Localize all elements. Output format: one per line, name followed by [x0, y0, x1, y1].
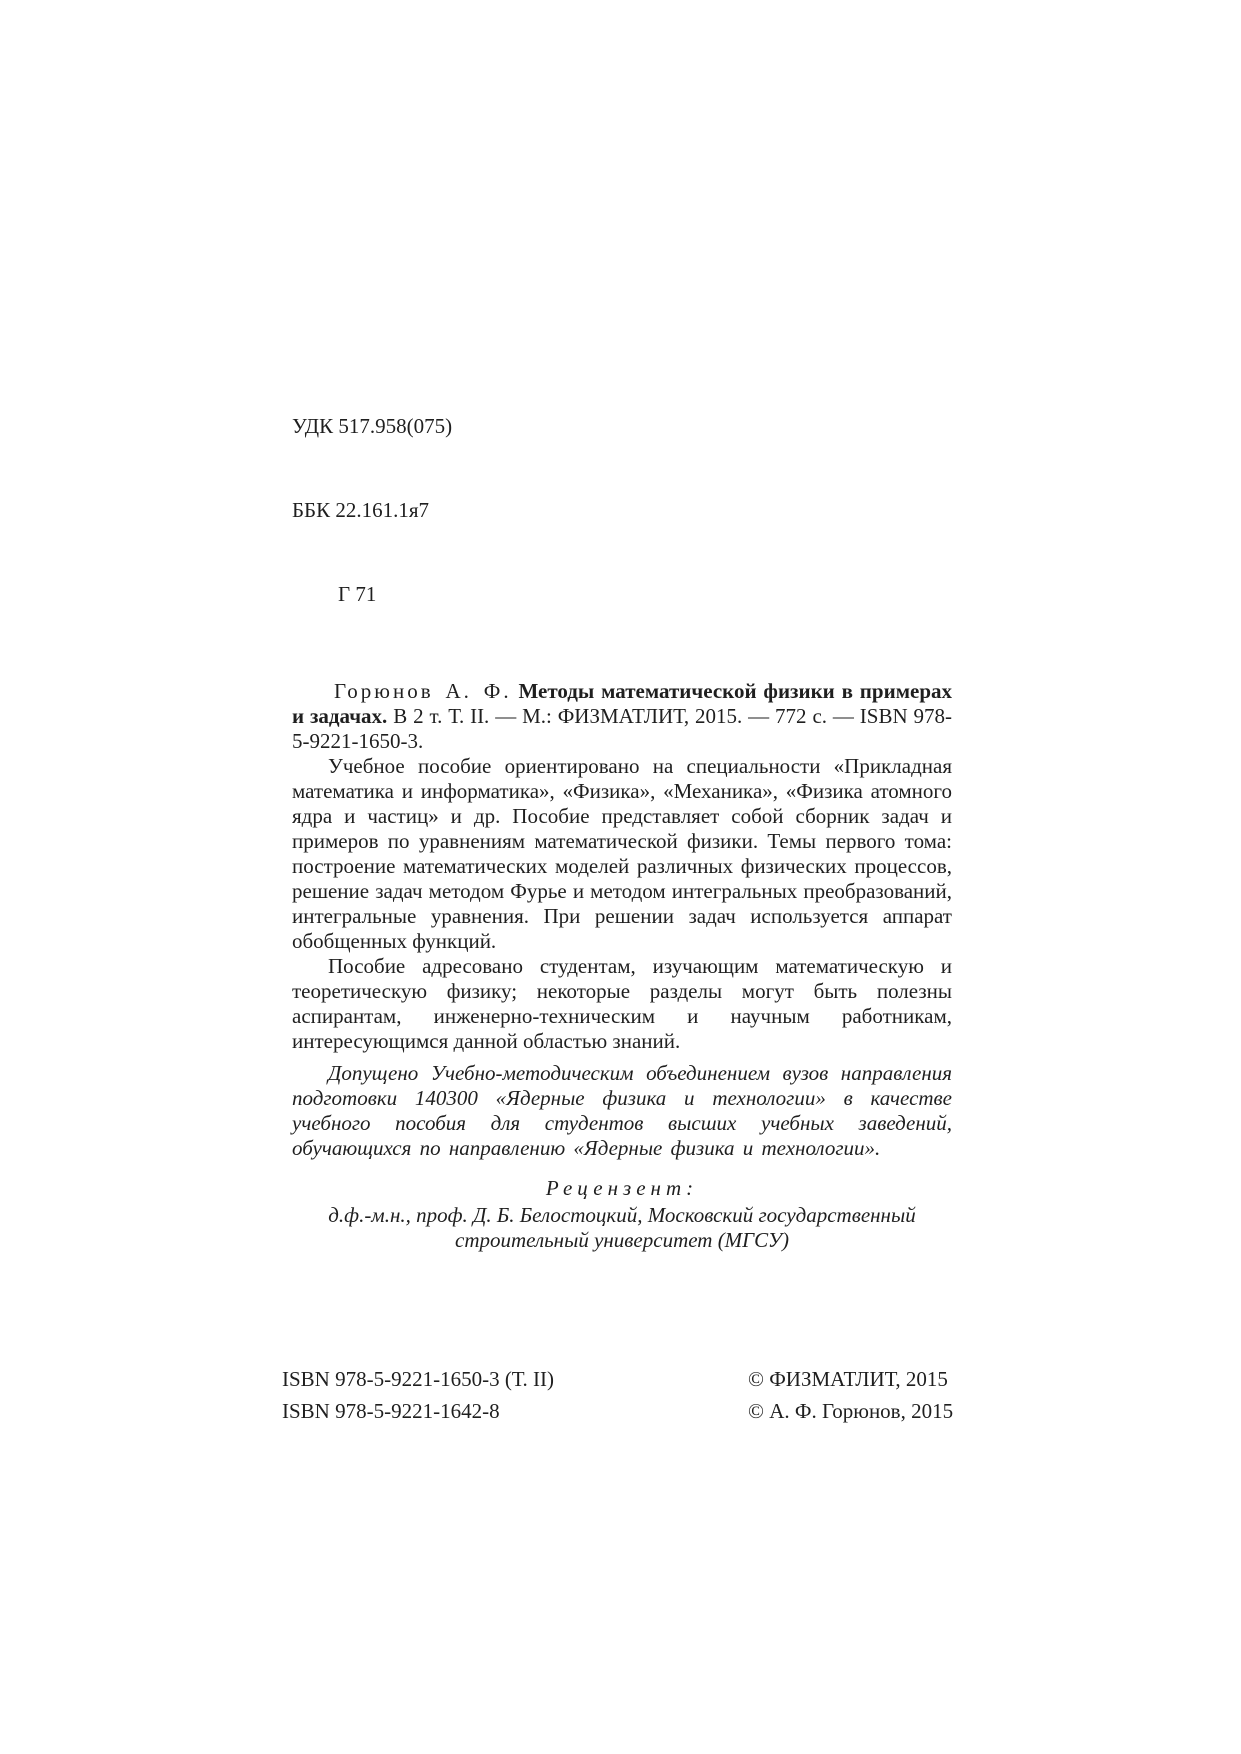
isbn-edition: ISBN 978-5-9221-1642-8	[282, 1399, 500, 1423]
imprint-text-block	[292, 356, 952, 1253]
annotation-paragraph-2: Пособие адресовано студентам, изучающим математическую и теоретическую физику; некоторые разделы могут быть полезны аспирантам, инженерно-техническим и научным работникам, интересующимся данной областью знаний.	[292, 954, 952, 1053]
author-sign-line: Г 71	[338, 582, 377, 606]
reviewer-heading: Рецензент:	[545, 1176, 699, 1200]
reviewer-block	[292, 1176, 952, 1253]
book-title: Методы математической физики в примерах и задачах.	[292, 679, 952, 728]
copyright-author: © А. Ф. Горюнов, 2015	[748, 1399, 954, 1423]
bibliographic-entry	[292, 679, 952, 754]
reviewer-university-line: строительный университет (МГСУ)	[455, 1228, 789, 1252]
reviewer-name-line: д.ф.-м.н., проф. Д. Б. Белостоцкий, Московский государственный	[328, 1203, 916, 1227]
classification-block	[292, 356, 952, 664]
approval-paragraph: Допущено Учебно-методическим объединением вузов направления подготовки 140300 «Ядерные физика и технологии» в качестве учебного пособия для студентов высших учебных заведений, обучающихся по направлению «Ядерные физика и технологии».	[292, 1061, 952, 1160]
isbn-block	[282, 1363, 554, 1427]
copyright-publisher: © ФИЗМАТЛИТ, 2015	[748, 1367, 948, 1391]
udk-line: УДК 517.958(075)	[292, 414, 453, 438]
annotation-paragraph-1: Учебное пособие ориентировано на специальности «Прикладная математика и информатика», «Физика», «Механика», «Физика атомного ядра и частиц» и др. Пособие представляет собой сборник задач и примеров по уравнениям математической физики. Темы первого тома: построение математических моделей различных физических процессов, решение задач методом Фурье и методом интегральных преобразований, интегральные уравнения. При решении задач используется аппарат обобщенных функций.	[292, 754, 952, 953]
copyright-block	[748, 1363, 953, 1427]
bibliographic-author: Горюнов А. Ф.	[334, 679, 512, 703]
isbn-volume: ISBN 978-5-9221-1650-3 (Т. II)	[282, 1367, 555, 1391]
publication-info: В 2 т. Т. II. — М.: ФИЗМАТЛИТ, 2015. — 772 с. — ISBN 978-5-9221-1650-3.	[292, 704, 953, 753]
bbk-line: ББК 22.161.1я7	[292, 498, 430, 522]
